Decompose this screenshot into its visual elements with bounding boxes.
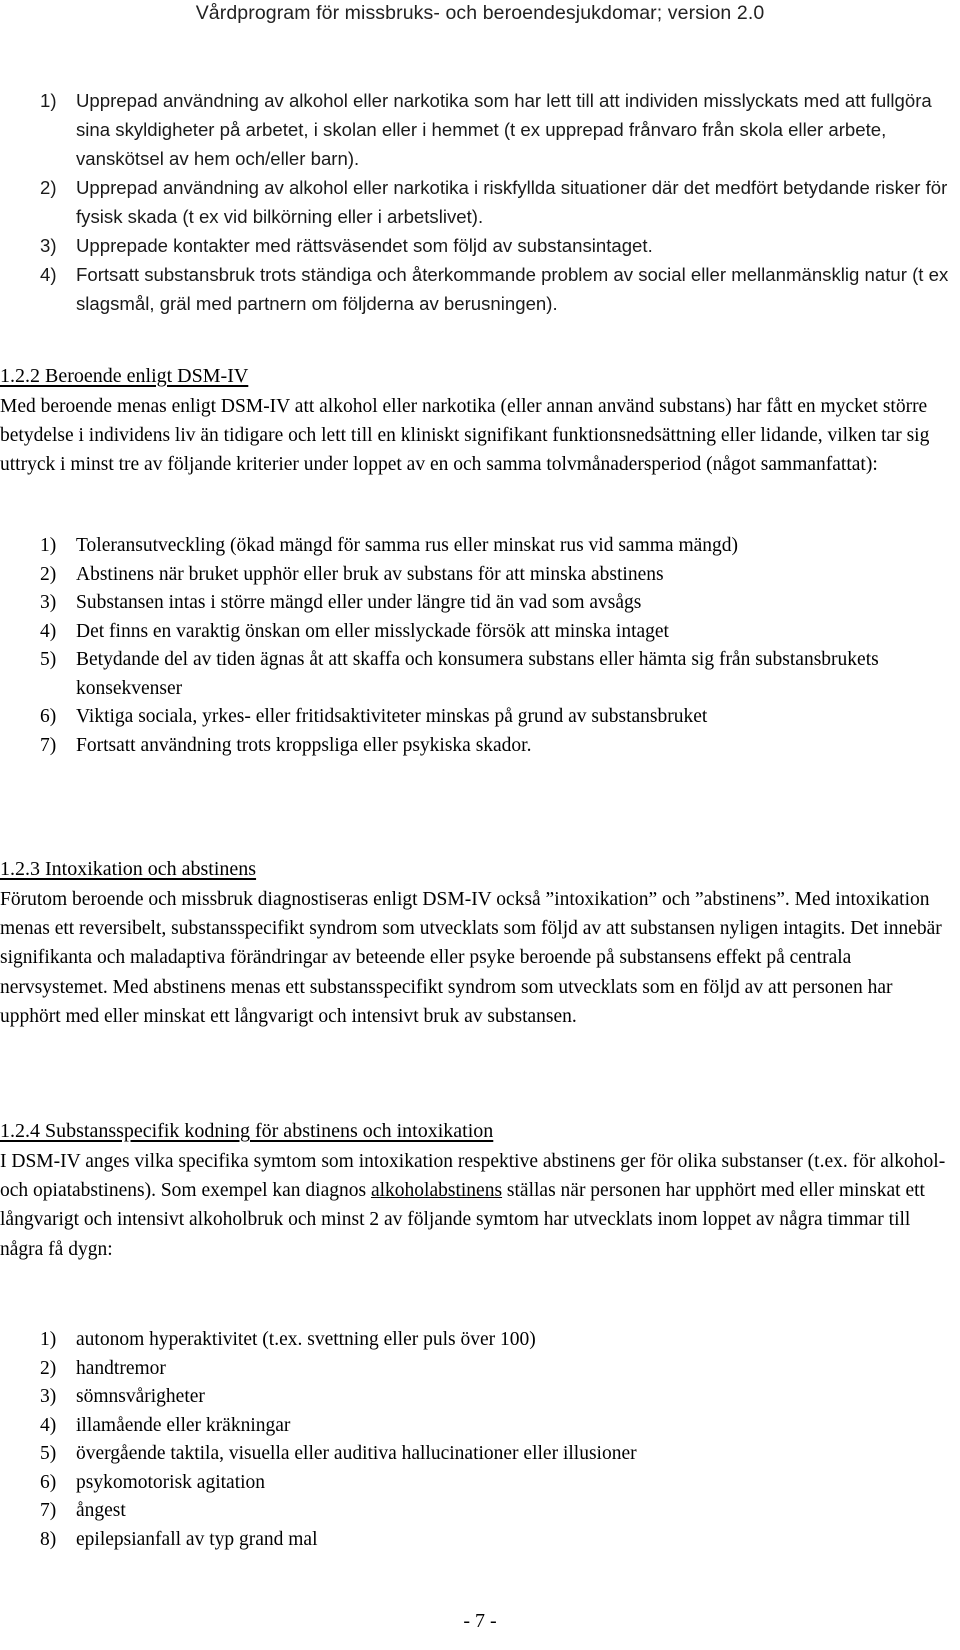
section-heading-1-2-4: 1.2.4 Substansspecifik kodning för abstinens och intoxikation <box>0 1120 494 1142</box>
document-header: Vårdprogram för missbruks- och beroendesjukdomar; version 2.0 <box>195 2 765 24</box>
list-item: 1) autonom hyperaktivitet (t.ex. svettning eller puls över 100) <box>40 1329 536 1350</box>
list-item: 4) Fortsatt substansbruk trots ständiga och återkommande problem av social eller mellanmänsklig natur (t ex slagsmål, gräl med partnern om följderna av berusningen). <box>40 264 949 314</box>
list-item: 7) ångest <box>40 1500 126 1521</box>
list-item: 2) Upprepad användning av alkohol eller narkotika i riskfyllda situationer där det medfört betydande risker för fysisk skada (t ex vid bilkörning eller i arbetslivet). <box>40 177 948 227</box>
list-item: 5) Betydande del av tiden ägnas åt att skaffa och konsumera substans eller hämta sig från substansbrukets konsekvenser <box>40 649 879 699</box>
withdrawal-symptom-list <box>0 1326 960 1554</box>
list-item: 6) Viktiga sociala, yrkes- eller fritidsaktiviteter minskas på grund av substansbruket <box>40 706 708 727</box>
list-item: 5) övergående taktila, visuella eller auditiva hallucinationer eller illusioner <box>40 1443 637 1464</box>
section-heading-1-2-2: 1.2.2 Beroende enligt DSM-IV <box>0 365 249 387</box>
abuse-criteria-list <box>0 86 960 318</box>
list-item: 3) Upprepade kontakter med rättsväsendet som följd av substansintaget. <box>40 235 653 256</box>
dependence-criteria-list <box>0 532 960 760</box>
section-body-1-2-3: Förutom beroende och missbruk diagnostiseras enligt DSM-IV också ”intoxikation” och ”abstinens”. Med intoxikation menas ett reversibelt, substansspecifikt syndrom som utvecklats som följd av att substansen nyligen intagits. Det innebär signifikanta och maladaptiva förändringar av beteende eller psyke beroende på substansens effekt på centrala nervsystemet. Med abstinens menas ett substansspecifikt syndrom som utvecklats som en följd av att personen har upphört med eller minskat ett långvarigt och intensivt bruk av substansen. <box>0 889 942 1027</box>
list-item: 4) illamående eller kräkningar <box>40 1414 291 1436</box>
section-body-1-2-4: I DSM-IV anges vilka specifika symtom som intoxikation respektive abstinens ger för olika substanser (t.ex. för alkohol- och opiatabstinens). Som exempel kan diagnos alkoholabstinens ställas när personen har upphört med eller minskat ett långvarigt och intensivt alkoholbruk och minst 2 av följande symtom har utvecklats inom loppet av några timmar till några få dygn: <box>0 1151 946 1260</box>
list-item: 3) Substansen intas i större mängd eller under längre tid än vad som avsågs <box>40 592 642 613</box>
list-item: 3) sömnsvårigheter <box>40 1386 205 1407</box>
underlined-term: alkoholabstinens <box>370 1180 503 1202</box>
list-item: 1) Upprepad användning av alkohol eller narkotika som har lett till att individen misslyckats med att fullgöra sina skyldigheter på arbetet, i skolan eller i hemmet (t ex upprepad frånvaro från skola eller arbete, vanskötsel av hem och/eller barn). <box>40 90 932 169</box>
list-item: 1) Toleransutveckling (ökad mängd för samma rus eller minskat rus vid samma mängd) <box>40 535 739 556</box>
list-item: 7) Fortsatt användning trots kroppsliga eller psykiska skador. <box>40 734 532 756</box>
list-item: 8) epilepsianfall av typ grand mal <box>40 1528 318 1550</box>
section-heading-1-2-3: 1.2.3 Intoxikation och abstinens <box>0 858 257 880</box>
list-item: 6) psykomotorisk agitation <box>40 1471 266 1493</box>
page-number: - 7 - <box>463 1610 497 1632</box>
list-item: 4) Det finns en varaktig önskan om eller misslyckade försök att minska intaget <box>40 620 669 642</box>
section-body-1-2-2: Med beroende menas enligt DSM-IV att alkohol eller narkotika (eller annan använd substans) har fått en mycket större betydelse i individens liv än tidigare och lett till en kliniskt signifikant funktionsnedsättning eller lidande, vilken tar sig uttryck i minst tre av följande kriterier under loppet av en och samma tolvmånadersperiod (något sammanfattat): <box>0 396 930 476</box>
list-item: 2) Abstinens när bruket upphör eller bruk av substans för att minska abstinens <box>40 563 664 585</box>
list-item: 2) handtremor <box>40 1357 166 1379</box>
